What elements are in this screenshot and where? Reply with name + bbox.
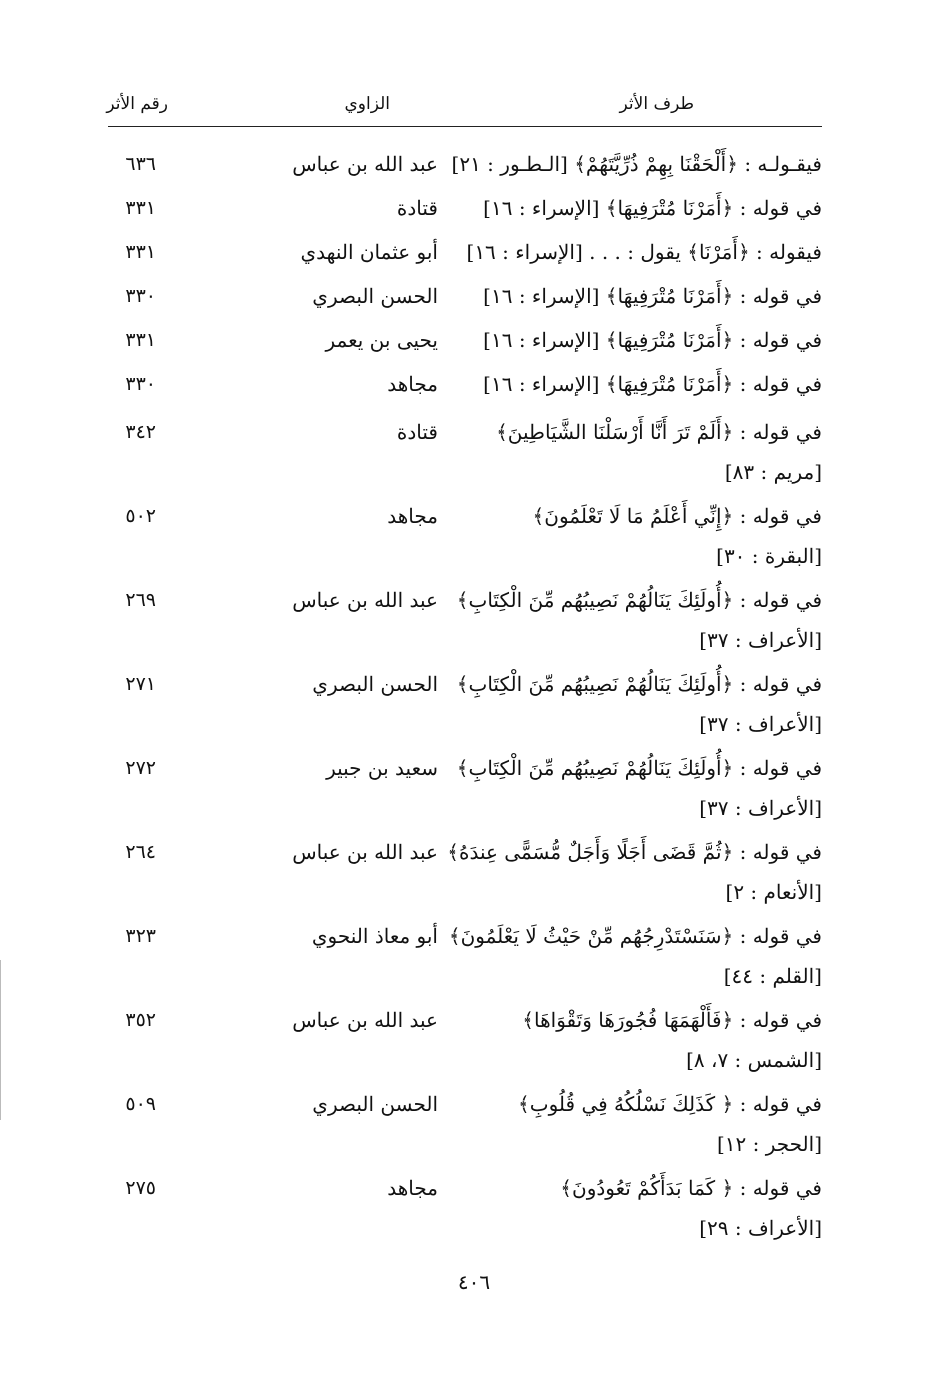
atar-text bbox=[452, 364, 822, 404]
atar-number: ٢٧٥ bbox=[125, 1177, 156, 1199]
rawi-name: أبو عثمان النهدي bbox=[300, 240, 438, 264]
atar-phrase: في قوله : ﴿إِنِّي أَعْلَمُ مَا لَا تَعْلَمُونَ﴾ bbox=[532, 504, 822, 528]
atar-number: ٦٣٦ bbox=[125, 153, 156, 175]
column-header-rawi: الزاوي bbox=[344, 94, 390, 114]
atar-phrase: في قوله : ﴿ثُمَّ قَضَى أَجَلًا وَأَجَلٌ مُّسَمًّى عِندَهُ﴾ bbox=[447, 840, 822, 864]
atar-number: ٣٤٢ bbox=[125, 421, 156, 443]
atar-number: ٥٠٢ bbox=[125, 505, 156, 527]
rawi-name: عبد الله بن عباس bbox=[292, 840, 438, 864]
atar-text bbox=[452, 580, 822, 660]
atar-text bbox=[452, 188, 822, 228]
rawi-name: سعيد بن جبير bbox=[326, 756, 438, 780]
rawi-name: مجاهد bbox=[387, 372, 438, 396]
rawi-name: قتادة bbox=[396, 196, 438, 220]
atar-reference: [البقرة : ٣٠] bbox=[716, 544, 822, 568]
atar-phrase: في قوله : ﴿ كَذَلِكَ نَسْلُكُهُ فِي قُلُوبِ﴾ bbox=[518, 1092, 822, 1116]
atar-text bbox=[452, 144, 822, 184]
atar-phrase: فيقـولـه : ﴿أَلْحَقْنَا بِهِمْ ذُرِّيَّتَهُمْ﴾ [الـطـور : ٢١] bbox=[451, 152, 822, 176]
atar-number: ٣٢٣ bbox=[125, 925, 156, 947]
atar-phrase: في قوله : ﴿ كَمَا بَدَأَكُمْ تَعُودُونَ﴾ bbox=[560, 1176, 822, 1200]
atar-reference: [مريم : ٨٣] bbox=[724, 460, 822, 484]
atar-reference: [القلم : ٤٤] bbox=[723, 964, 822, 988]
atar-text bbox=[452, 232, 822, 272]
atar-text bbox=[447, 832, 822, 912]
column-header-number: رقم الأثر bbox=[106, 94, 168, 114]
rawi-name: عبد الله بن عباس bbox=[292, 1008, 438, 1032]
atar-text bbox=[452, 496, 822, 576]
atar-reference: [الشمس : ٧، ٨] bbox=[686, 1048, 822, 1072]
atar-text bbox=[452, 1084, 822, 1164]
atar-phrase: في قوله : ﴿أُولَئِكَ يَنَالُهُمْ نَصِيبُهُم مِّنَ الْكِتَابِ﴾ bbox=[456, 756, 822, 780]
rawi-name: مجاهد bbox=[387, 504, 438, 528]
atar-reference: [الحجر : ١٢] bbox=[716, 1132, 822, 1156]
atar-number: ٣٣٠ bbox=[125, 373, 156, 395]
atar-number: ٢٧١ bbox=[125, 673, 156, 695]
page-number: ٤٠٦ bbox=[457, 1270, 491, 1294]
rawi-name: مجاهد bbox=[387, 1176, 438, 1200]
scan-edge-mark bbox=[0, 960, 1, 1120]
atar-phrase: في قوله : ﴿أُولَئِكَ يَنَالُهُمْ نَصِيبُهُم مِّنَ الْكِتَابِ﴾ bbox=[456, 588, 822, 612]
atar-number: ٣٣٠ bbox=[125, 285, 156, 307]
atar-phrase: فيقوله : ﴿أَمَرْنَا﴾ يقول : . . . [الإسراء : ١٦] bbox=[466, 240, 822, 264]
table-header bbox=[108, 94, 822, 124]
atar-number: ٢٧٢ bbox=[125, 757, 156, 779]
atar-number: ٣٣١ bbox=[125, 329, 156, 351]
atar-phrase: في قوله : ﴿سَنَسْتَدْرِجُهُم مِّنْ حَيْثُ لَا يَعْلَمُونَ﴾ bbox=[448, 924, 822, 948]
atar-text bbox=[452, 320, 822, 360]
rawi-name: عبد الله بن عباس bbox=[292, 152, 438, 176]
atar-number: ٥٠٩ bbox=[125, 1093, 156, 1115]
atar-text bbox=[452, 276, 822, 316]
atar-reference: [الأعراف : ٣٧] bbox=[699, 796, 822, 820]
atar-number: ٢٦٩ bbox=[125, 589, 156, 611]
header-rule bbox=[108, 126, 822, 127]
rawi-name: يحيى بن يعمر bbox=[325, 328, 438, 352]
column-header-atar: طرف الأثر bbox=[619, 94, 694, 114]
rawi-name: أبو معاذ النحوي bbox=[311, 924, 438, 948]
atar-reference: [الأعراف : ٣٧] bbox=[699, 628, 822, 652]
atar-number: ٣٣١ bbox=[125, 241, 156, 263]
atar-reference: [الأعراف : ٣٧] bbox=[699, 712, 822, 736]
atar-number: ٢٦٤ bbox=[125, 841, 156, 863]
atar-text bbox=[452, 1168, 822, 1248]
atar-text bbox=[452, 748, 822, 828]
atar-reference: [الأعراف : ٢٩] bbox=[699, 1216, 822, 1240]
rawi-name: الحسن البصري bbox=[312, 672, 438, 696]
rawi-name: عبد الله بن عباس bbox=[292, 588, 438, 612]
atar-text bbox=[452, 664, 822, 744]
atar-phrase: في قوله : ﴿أَمَرْنَا مُتْرَفِيهَا﴾ [الإسراء : ١٦] bbox=[483, 196, 822, 220]
atar-phrase: في قوله : ﴿أَمَرْنَا مُتْرَفِيهَا﴾ [الإسراء : ١٦] bbox=[483, 284, 822, 308]
atar-text bbox=[452, 1000, 822, 1080]
atar-phrase: في قوله : ﴿أُولَئِكَ يَنَالُهُمْ نَصِيبُهُم مِّنَ الْكِتَابِ﴾ bbox=[456, 672, 822, 696]
atar-phrase: في قوله : ﴿أَمَرْنَا مُتْرَفِيهَا﴾ [الإسراء : ١٦] bbox=[483, 372, 822, 396]
atar-phrase: في قوله : ﴿أَلَمْ تَرَ أَنَّا أَرْسَلْنَا الشَّيَاطِينَ﴾ bbox=[496, 420, 822, 444]
atar-number: ٣٥٢ bbox=[125, 1009, 156, 1031]
atar-phrase: في قوله : ﴿فَأَلْهَمَهَا فُجُورَهَا وَتَقْوَاهَا﴾ bbox=[522, 1008, 822, 1032]
atar-phrase: في قوله : ﴿أَمَرْنَا مُتْرَفِيهَا﴾ [الإسراء : ١٦] bbox=[483, 328, 822, 352]
rawi-name: الحسن البصري bbox=[312, 284, 438, 308]
atar-text bbox=[448, 916, 822, 996]
rawi-name: قتادة bbox=[396, 420, 438, 444]
rawi-name: الحسن البصري bbox=[312, 1092, 438, 1116]
atar-reference: [الأنعام : ٢] bbox=[725, 880, 822, 904]
atar-number: ٣٣١ bbox=[125, 197, 156, 219]
atar-text bbox=[452, 412, 822, 492]
